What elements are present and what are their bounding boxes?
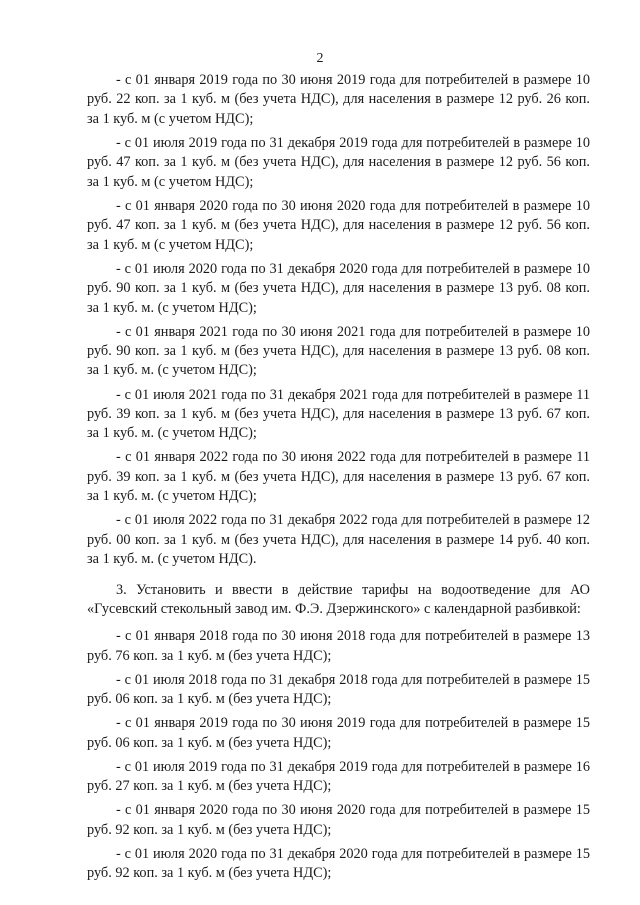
document-body <box>87 71 590 884</box>
tariff-item-water-2020-h1: - с 01 января 2020 года по 30 июня 2020 года для потребителей в размере 10 руб. 47 коп. за 1 куб. м (без учета НДС), для населения в размере 12 руб. 56 коп. за 1 куб. м (с учетом НДС); <box>87 197 590 253</box>
tariff-item-water-2022-h1: - с 01 января 2022 года по 30 июня 2022 года для потребителей в размере 11 руб. 39 коп. за 1 куб. м (без учета НДС), для населения в размере 13 руб. 67 коп. за 1 куб. м. (с учетом НДС); <box>87 449 590 505</box>
tariff-item-sewage-2020-h1: - с 01 января 2020 года по 30 июня 2020 года для потребителей в размере 15 руб. 92 коп. за 1 куб. м (без учета НДС); <box>87 802 590 838</box>
tariff-item-water-2021-h2: - с 01 июля 2021 года по 31 декабря 2021 года для потребителей в размере 11 руб. 39 коп. за 1 куб. м (без учета НДС), для населения в размере 13 руб. 67 коп. за 1 куб. м. (с учетом НДС); <box>87 386 590 442</box>
tariff-item-sewage-2020-h2: - с 01 июля 2020 года по 31 декабря 2020 года для потребителей в размере 15 руб. 92 коп. за 1 куб. м (без учета НДС); <box>87 845 590 882</box>
tariff-item-water-2020-h2: - с 01 июля 2020 года по 31 декабря 2020 года для потребителей в размере 10 руб. 90 коп. за 1 куб. м (без учета НДС), для населения в размере 13 руб. 08 коп. за 1 куб. м. (с учетом НДС); <box>87 260 590 316</box>
tariff-item-sewage-2019-h2: - с 01 июля 2019 года по 31 декабря 2019 года для потребителей в размере 16 руб. 27 коп. за 1 куб. м (без учета НДС); <box>87 758 590 795</box>
tariff-item-water-2019-h1: - с 01 января 2019 года по 30 июня 2019 года для потребителей в размере 10 руб. 22 коп. за 1 куб. м (без учета НДС), для населения в размере 12 руб. 26 коп. за 1 куб. м (с учетом НДС); <box>87 72 590 127</box>
tariff-item-sewage-2018-h1: - с 01 января 2018 года по 30 июня 2018 года для потребителей в размере 13 руб. 76 коп. за 1 куб. м (без учета НДС); <box>87 628 590 664</box>
tariff-item-sewage-2018-h2: - с 01 июля 2018 года по 31 декабря 2018 года для потребителей в размере 15 руб. 06 коп. за 1 куб. м (без учета НДС); <box>87 671 590 708</box>
tariff-item-sewage-2019-h1: - с 01 января 2019 года по 30 июня 2019 года для потребителей в размере 15 руб. 06 коп. за 1 куб. м (без учета НДС); <box>87 715 590 751</box>
section-3-heading: 3. Установить и ввести в действие тарифы на водоотведение для АО «Гусевский стекольный завод им. Ф.Э. Дзержинского» с календарной разбивкой: <box>87 581 590 617</box>
tariff-item-water-2019-h2: - с 01 июля 2019 года по 31 декабря 2019 года для потребителей в размере 10 руб. 47 коп. за 1 куб. м (без учета НДС), для населения в размере 12 руб. 56 коп. за 1 куб. м (с учетом НДС); <box>87 134 590 190</box>
page-number: 2 <box>316 51 324 66</box>
tariff-item-water-2021-h1: - с 01 января 2021 года по 30 июня 2021 года для потребителей в размере 10 руб. 90 коп. за 1 куб. м (без учета НДС), для населения в размере 13 руб. 08 коп. за 1 куб. м. (с учетом НДС); <box>87 323 590 379</box>
tariff-item-water-2022-h2: - с 01 июля 2022 года по 31 декабря 2022 года для потребителей в размере 12 руб. 00 коп. за 1 куб. м (без учета НДС), для населения в размере 14 руб. 40 коп. за 1 куб. м. (с учетом НДС). <box>87 512 590 568</box>
